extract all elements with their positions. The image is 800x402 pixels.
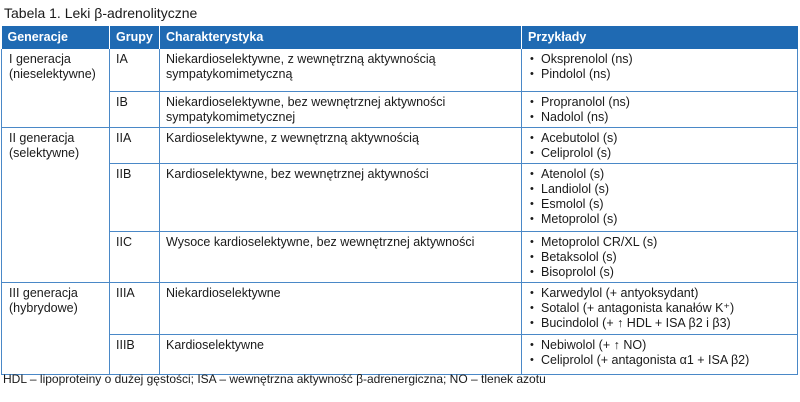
example-item: • Bisoprolol (s) — [528, 265, 791, 280]
table-row — [2, 49, 798, 91]
generation-cell — [2, 127, 110, 282]
generation-label-line: (nieselektywne) — [9, 67, 96, 81]
generation-label-line: II generacja — [9, 130, 75, 145]
examples-cell — [522, 334, 798, 374]
example-item: • Karwedylol (+ antyoksydant) — [528, 286, 791, 301]
header-row — [2, 26, 798, 49]
example-item: • Esmolol (s) — [528, 197, 791, 212]
example-item: • Nebiwolol (+ ↑ NO) — [528, 338, 791, 353]
generation-label-line: III generacja — [9, 285, 78, 300]
examples-cell — [522, 91, 798, 127]
generation-label-line: I generacja — [9, 52, 71, 66]
header-groups: Grupy — [110, 26, 160, 49]
example-item: • Pindolol (ns) — [528, 67, 791, 82]
characteristics-cell: Niekardioselektywne, bez wewnętrznej aktywności sympatykomimetycznej — [160, 91, 522, 127]
example-item: • Celiprolol (+ antagonista α1 + ISA β2) — [528, 353, 791, 368]
examples-cell — [522, 49, 798, 91]
table-header — [2, 26, 798, 49]
examples-list — [528, 167, 791, 227]
examples-cell — [522, 127, 798, 163]
group-cell: IB — [110, 91, 160, 127]
examples-list — [528, 286, 791, 331]
header-generations: Generacje — [2, 26, 110, 49]
characteristics-cell: Kardioselektywne, z wewnętrzną aktywnością — [160, 127, 522, 163]
examples-list — [528, 95, 791, 125]
generation-label-line: (selektywne) — [9, 145, 80, 160]
example-item: • Metoprolol CR/XL (s) — [528, 235, 791, 250]
generation-label-line: (hybrydowe) — [9, 300, 78, 315]
example-item: • Nadolol (ns) — [528, 110, 791, 125]
group-cell: IIIB — [110, 334, 160, 374]
examples-list — [528, 131, 791, 161]
table-row — [2, 282, 798, 334]
characteristics-cell: Niekardioselektywne — [160, 282, 522, 334]
characteristics-cell: Niekardioselektywne, z wewnętrzną aktywnością sympatykomimetyczną — [160, 49, 522, 91]
table-row — [2, 91, 798, 127]
generation-cell — [2, 282, 110, 374]
characteristics-cell: Kardioselektywne — [160, 334, 522, 374]
group-cell: IIC — [110, 231, 160, 282]
example-item: • Acebutolol (s) — [528, 131, 791, 146]
header-examples: Przykłady — [522, 26, 798, 49]
beta-blockers-table — [1, 26, 798, 375]
table-title: Tabela 1. Leki β-adrenolityczne — [4, 5, 198, 21]
example-item: • Betaksolol (s) — [528, 250, 791, 265]
footnote: HDL – lipoproteiny o dużej gęstości; ISA – wewnętrzna aktywność β-adrenergiczna; NO – tlenek azotu — [3, 372, 546, 386]
table-row — [2, 334, 798, 374]
examples-list — [528, 338, 791, 368]
examples-cell — [522, 231, 798, 282]
example-item: • Celiprolol (s) — [528, 146, 791, 161]
header-characteristics: Charakterystyka — [160, 26, 522, 49]
group-cell: IIA — [110, 127, 160, 163]
example-item: • Bucindolol (+ ↑ HDL + ISA β2 i β3) — [528, 316, 791, 331]
example-item: • Oksprenolol (ns) — [528, 52, 791, 67]
examples-list — [528, 235, 791, 280]
example-item: • Propranolol (ns) — [528, 95, 791, 110]
examples-list — [528, 52, 791, 82]
example-item: • Metoprolol (s) — [528, 212, 791, 227]
group-cell: IIB — [110, 163, 160, 231]
table-row — [2, 231, 798, 282]
group-cell: IA — [110, 49, 160, 91]
example-item: • Sotalol (+ antagonista kanałów K⁺) — [528, 301, 791, 316]
table-row — [2, 127, 798, 163]
group-cell: IIIA — [110, 282, 160, 334]
table-body — [2, 49, 798, 374]
example-item: • Landiolol (s) — [528, 182, 791, 197]
characteristics-cell: Kardioselektywne, bez wewnętrznej aktywności — [160, 163, 522, 231]
example-item: • Atenolol (s) — [528, 167, 791, 182]
examples-cell — [522, 163, 798, 231]
characteristics-cell: Wysoce kardioselektywne, bez wewnętrznej aktywności — [160, 231, 522, 282]
table-row — [2, 163, 798, 231]
examples-cell — [522, 282, 798, 334]
generation-cell — [2, 49, 110, 127]
